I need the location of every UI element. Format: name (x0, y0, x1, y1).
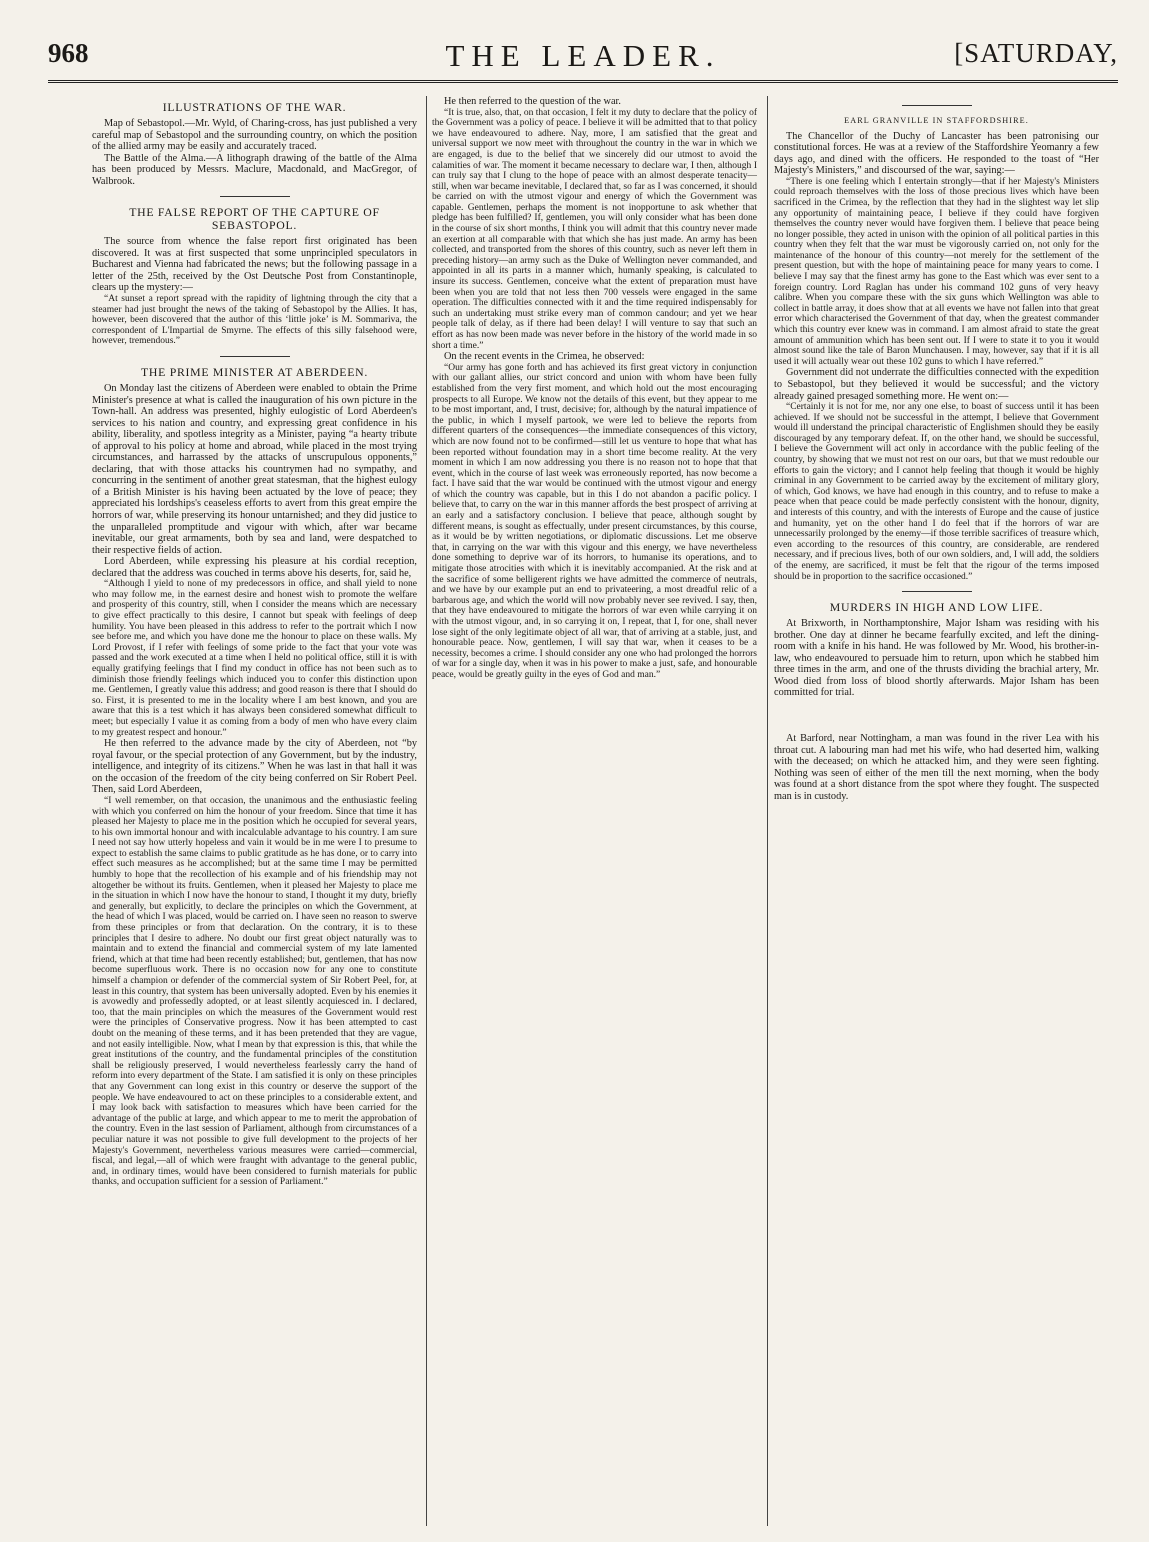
article-heading: ILLUSTRATIONS OF THE WAR. (162, 100, 347, 114)
column-2 (432, 96, 757, 1526)
paragraph: Lord Aberdeen, while expressing his pleasure at his cordial reception, declared that the address was couched in terms above his deserts, for, said he, (92, 556, 417, 579)
quoted-paragraph: “There is one feeling which I entertain strongly—that if her Majesty's Ministers could reproach themselves with the loss of those precious lives which have been sacrificed in the Crimea, by the reflection that they had in the slightest way let slip any opportunity of maintaining peace, I believe if they could have forgiven themselves the country never would have forgiven them. I believe that peace being no longer possible, they acted in unison with the opinion of all political parties in this country when they felt that the war must be vigorously carried on, not only for the maintenance of the honour of this country—not merely for the settlement of the present question, but with the hope of maintaining peace for many years to come. I believe I may say that the finest army has gone to the East which was ever sent to a foreign country. Lord Raglan has under his command 102 guns of very heavy calibre. When you compare these with the six guns which Wellington was able to collect in battle array, it does show that at all events we have not fallen into that great error which characterised the Government of that day, when the greatest commander which this country ever knew was in command. I am almost afraid to state the great amount of ammunition which has been sent out. If I were to state it to you it would almost sound like the tale of Baron Munchausen. I may, however, say that if it is all used it will actually wear out these 102 guns to which I have referred.” (774, 176, 1099, 367)
article-heading: THE PRIME MINISTER AT ABERDEEN. (141, 364, 368, 379)
paragraph: On Monday last the citizens of Aberdeen were enabled to obtain the Prime Minister's presence at what is called the inauguration of his own picture in the Town-hall. An address was presented, highly eulogistic of Lord Aberdeen's services to his nation and country, and expressing great confidence in his ability, liberality, and spotless integrity as a Minister, paying “a hearty tribute of approval to his policy at home and abroad, while placed in the most trying circumstances, and harrassed by the attacks of unscrupulous opponents,” declaring, that with those attacks his countrymen had no sympathy, and concurring in the sentiment of another great statesman, that the highest eulogy of a British Minister is his having been actuated by the love of peace; they appreciated his lordships's ceaseless efforts to avert from this great empire the horrors of war, while preserving its honour untarnished; and they did justice to the unparalleled promptitude and vigour with which, after war became inevitable, our great armaments, both by sea and land, were despatched to their respective fields of action. (92, 382, 417, 556)
masthead-rule (48, 80, 1118, 83)
paragraph: He then referred to the question of the war. (444, 96, 621, 107)
section-divider (902, 591, 972, 592)
quoted-paragraph: “I well remember, on that occasion, the unanimous and the enthusiastic feeling with which you conferred on him the honour of your freedom. Since that time it has pleased her Majesty to place me in the position which he occupied for several years, to his own immortal honour and with incalculable advantage to his country. I am sure I need not say how utterly hopeless and vain it would be in me were I to presume to expect to establish the same claims to public gratitude as he has done, or to carry into effect such measures as he accomplished; but at the same time I may be permitted humbly to hope that the recollection of his example and of his friendship may not altogether be without its fruits. Gentlemen, when it pleased her Majesty to place me in the situation in which I now have the honour to stand, I thought it my duty, briefly and generally, but explicitly, to declare the principles on which the Government, at the head of which I was placed, would be carried on. I have seen no reason to swerve from these principles or from that declaration. On the contrary, it is to these principles that I desire to adhere. No doubt our first great object naturally was to maintain and to extend the financial and commercial system of my late lamented friend, which at that time had been recently established; but, gentlemen, that has now become superfluous work. There is no occasion now for any one to constitute himself a champion or defender of the commercial system of Sir Robert Peel, for, at least in this country, that system has been universally adopted. Even by his enemies it is avowedly and professedly adopted, or at least silently acquiesced in. I declared, too, that the main principles on which the measures of the Government would rest were the principles of Conservative progress. Now it has been attempted to cast doubt on the meaning of these terms, and it has been pretended that they are vague, and not easily intelligible. Now, what I mean by that expression is this, that while the great institutions of the country, and the fundamental principles of the constitution shall be religiously preserved, I would nevertheless fearlessly carry the hand of reform into every department of the State. I am satisfied it is only on these principles that any Government can long exist in this country or deserve the support of the people. We have endeavoured to act on these principles to a considerable extent, and I may look back with satisfaction to measures which have been carried for the advantage of the public at large, and which appear to me to merit the approbation of the country. Even in the last session of Parliament, although from circumstances of a peculiar nature it was not possible to give full development to the projects of her Majesty's Government, nevertheless various measures were carried—commercial, fiscal, and legal,—all of which were fraught with advantage to the general public, and, in ordinary times, would have been considered to furnish materials for public thanks, and occupation sufficient for a session of Parliament.” (92, 795, 417, 1188)
paragraph: The Battle of the Alma.—A lithograph drawing of the battle of the Alma has been produced by Messrs. Maclure, Macdonald, and MacGregor, of Walbrook. (92, 152, 417, 187)
quoted-paragraph: “It is true, also, that, on that occasion, I felt it my duty to declare that the policy of the Government was a policy of peace. I believe it will be admitted that to that policy we have endeavoured to adhere. Nay, more, I am satisfied that the great and universal support we now meet with throughout the country in the war in which we are engaged, is due to the belief that we sincerely did our utmost to avoid the calamities of war. The moment it became necessary to declare war, I then, although I can truly say that I clung to the hope of peace with an almost desperate tenacity—still, when war became inevitable, I declared that, so far as I was concerned, it should be carried on with the utmost vigour and energy of which the Government was capable. Gentlemen, perhaps the moment is not inopportune to ask whether that pledge has been fulfilled? If, gentlemen, you will only consider what has been done in the course of six short months, I think you will admit that this country never made an exertion at all comparable with that which she has just made. An army has been collected, and transported from the shores of this country, such as never left them in preceding history—an army such as the Duke of Wellington never commanded, and appointed in all its parts in a manner which, humanly speaking, is calculated to insure its success. Gentlemen, conceive what the extent of preparation must have been when you are told that not less then 700 vessels were engaged in the same operation. The difficulties connected with it and the time required indispensably for such an undertaking must strike every man of common candour; and yet we hear people talk of delay, as if there had been delay! I will venture to say that such an effort as has now been made was never before in the history of the world made in so short a time.” (432, 107, 757, 351)
column-1 (92, 96, 417, 1526)
article-heading: EARL GRANVILLE IN STAFFORDSHIRE. (844, 116, 1029, 125)
paragraph: Map of Sebastopol.—Mr. Wyld, of Charing-cross, has just published a very careful map of Sebastopol and the surrounding country, on which the position of the allied army may be easily and accurately traced. (92, 118, 417, 153)
column-rule (767, 96, 768, 1526)
quoted-paragraph: “At sunset a report spread with the rapidity of lightning through the city that a steamer had just brought the news of the taking of Sebastopol by the Allies. It has, however, been discovered that the author of this ‘little joke’ is M. Sommariva, the correspondent of L'Impartial de Smyrne. The effects of this silly falsehood were, however, tremendous.” (92, 294, 417, 347)
article-heading: THE FALSE REPORT OF THE CAPTURE OF SEBASTOPOL. (129, 205, 380, 233)
newspaper-title: THE LEADER. (445, 38, 721, 73)
paragraph: At Barford, near Nottingham, a man was found in the river Lea with his throat cut. A labouring man had met his wife, who had deserted him, walking with the deceased; on which he attacked him, and they were seen fighting. Nothing was seen of either of the men till the next morning, when the body was found at a short distance from the spot where they fought. The suspected man is in custody. (774, 732, 1099, 802)
section-divider (220, 356, 290, 357)
masthead-day: [SATURDAY, (954, 38, 1118, 68)
paragraph: He then referred to the advance made by the city of Aberdeen, not “by royal favour, or the special protection of any Government, but by the industry, intelligence, and integrity of its citizens.” When he was last in that hall it was on the occasion of the freedom of the city being conferred on Sir Robert Peel. Then, said Lord Aberdeen, (92, 738, 417, 796)
paragraph: Government did not underrate the difficulties connected with the expedition to Sebastopol, but they believed it would be successful; and the victory already gained presaged something more. He went on:— (774, 367, 1099, 402)
quoted-paragraph: “Certainly it is not for me, nor any one else, to boast of success until it has been achieved. If we should not be successful in the attempt, I believe that Government would ill understand the principal characteristic of Englishmen should they be easily discouraged by any temporary defeat. If, on the other hand, we should be successful, I believe the Government will act only in accordance with the public feeling of the country, by showing that we must not rest on our oars, but that we must redouble our efforts to gain the victory; and I cannot help feeling that though it would be highly criminal in any Government to be carried away by the excitement of military glory, of which, God knows, we have had enough in this country, and to refuse to make a peace when that peace could be made perfectly consistent with the honour, dignity, and interests of this country, and with the interests of Europe and the cause of justice and humanity, yet on the other hand I do feel that if the horrors of war are unnecessarily prolonged by the enemy—if those terrible sacrifices of treasure which, even according to the resources of this country, are considerable, are rendered necessary, and if precious lives, both of our own soldiers, and, I will add, the soldiers of the enemy, are sacrificed, it must be felt that the rigour of the terms imposed should be in proportion to the sacrifice occasioned.” (774, 402, 1099, 582)
section-divider (902, 105, 972, 106)
quoted-paragraph: “Although I yield to none of my predecessors in office, and shall yield to none who may follow me, in the earnest desire and honest wish to promote the welfare and prosperity of this country, still, when I consider the means which are necessary to give effect practically to this desire, I cannot but speak with feelings of deep humility. You have been pleased in this address to refer to the portrait which I now see before me, and which you have done me the honour to place on these walls. My Lord Provost, if I refer with feelings of some pride to the fact that your vote was passed and the work executed at a time when I held no political office, still it is with equally gratifying feelings that I find my conduct in office has not been such as to diminish those friendly feelings which induced you to confer this distinction upon me. Gentlemen, I greatly value this address; and good reason is there that I should do so. First, it is presented to me in the locality where I am best known, and you are aware that this is a test which it has always been considered somewhat difficult to meet; but especially I value it as coming from a body of men who have every claim to my greatest respect and honour.” (92, 579, 417, 738)
masthead (48, 38, 1118, 78)
page-number: 968 (48, 38, 89, 68)
section-divider (220, 196, 290, 197)
paragraph: The source from whence the false report first originated has been discovered. It was at first suspected that some unprincipled speculators in Bucharest and Vienna had fabricated the news; but the following passage in a letter of the 25th, received by the Ost Deutsche Post from Constantinople, clears up the mystery:— (92, 236, 417, 294)
column-rule (426, 96, 427, 1526)
paragraph: The Chancellor of the Duchy of Lancaster has been patronising our constitutional forces. He was at a review of the Staffordshire Yeomanry a few days ago, and dined with the officers. He responded to the toast of “Her Majesty's Ministers,” and discoursed of the war, saying:— (774, 130, 1099, 177)
column-3 (774, 96, 1099, 1526)
paragraph: On the recent events in the Crimea, he observed: (444, 351, 645, 363)
article-heading: MURDERS IN HIGH AND LOW LIFE. (829, 600, 1044, 615)
paragraph: At Brixworth, in Northamptonshire, Major Isham was residing with his brother. One day at dinner he became fearfully excited, and left the dining-room with a knife in his hand. He was followed by Mr. Wood, his brother-in-law, who endeavoured to persuade him to return, upon which he stabbed him three times in the arm, and one of the thrusts dividing the brachial artery, Mr. Wood died from loss of blood shortly afterwards. Major Isham has been committed for trial. (774, 618, 1099, 699)
quoted-paragraph: “Our army has gone forth and has achieved its first great victory in conjunction with our gallant allies, our strict concord and union with whom have been fully established from the very first moment, and which hold out the most encouraging prospects to all Europe. We know not the details of this event, but they appear to me to be most important, and, I trust, decisive; for, although by the natural impatience of the public, in which I myself partook, we were led to believe the reports from different quarters of the consequences—the immediate consequences of this victory, which are now found not to be confirmed—still let us venture to hope that what has been reported without foundation may in a short time become reality. At the very moment in which I am now addressing you there is no reason not to hope that that event, which in the course of last week was erroneously reported, has now become a fact. I have said that the war would be continued with the utmost vigour and energy of which the country was capable, but in this I do not abandon a pacific policy. I believe that, to carry on the war in this manner affords the best prospect of arriving at an early and a satisfactory conclusion. I believe that peace, although sought by different means, is sought as effectually, under present circumstances, by this course, as it would be by written negotiations, or diplomatic discussions. Let me observe that, in carrying on the war with this vigour and this energy, we have nevertheless done something to deprive war of its horrors, to humanise its operations, and to mitigate those atrocities with which it is inevitably accompanied. At the risk and at the sacrifice of some belligerent rights we have admitted the commerce of neutrals, and we have by our example put an end to privateering, a most dreadful relic of a barbarous age, and which the world will now probably never see revived. I say, then, that they have endeavoured to mitigate the horrors of war even while carrying it on with the utmost vigour, and, in so carrying it on, I repeat, that I, for one, shall never lose sight of the only legitimate object of all war, that of arriving at a stable, just, and honourable peace. Now, gentlemen, I will say that war, when it ceases to be a necessity, becomes a crime. I should consider any one who had prolonged the horrors of war for a single day, when it was in his power to make a just, safe, and honourable peace, would be greatly guilty in the eyes of God and man.” (432, 362, 757, 680)
